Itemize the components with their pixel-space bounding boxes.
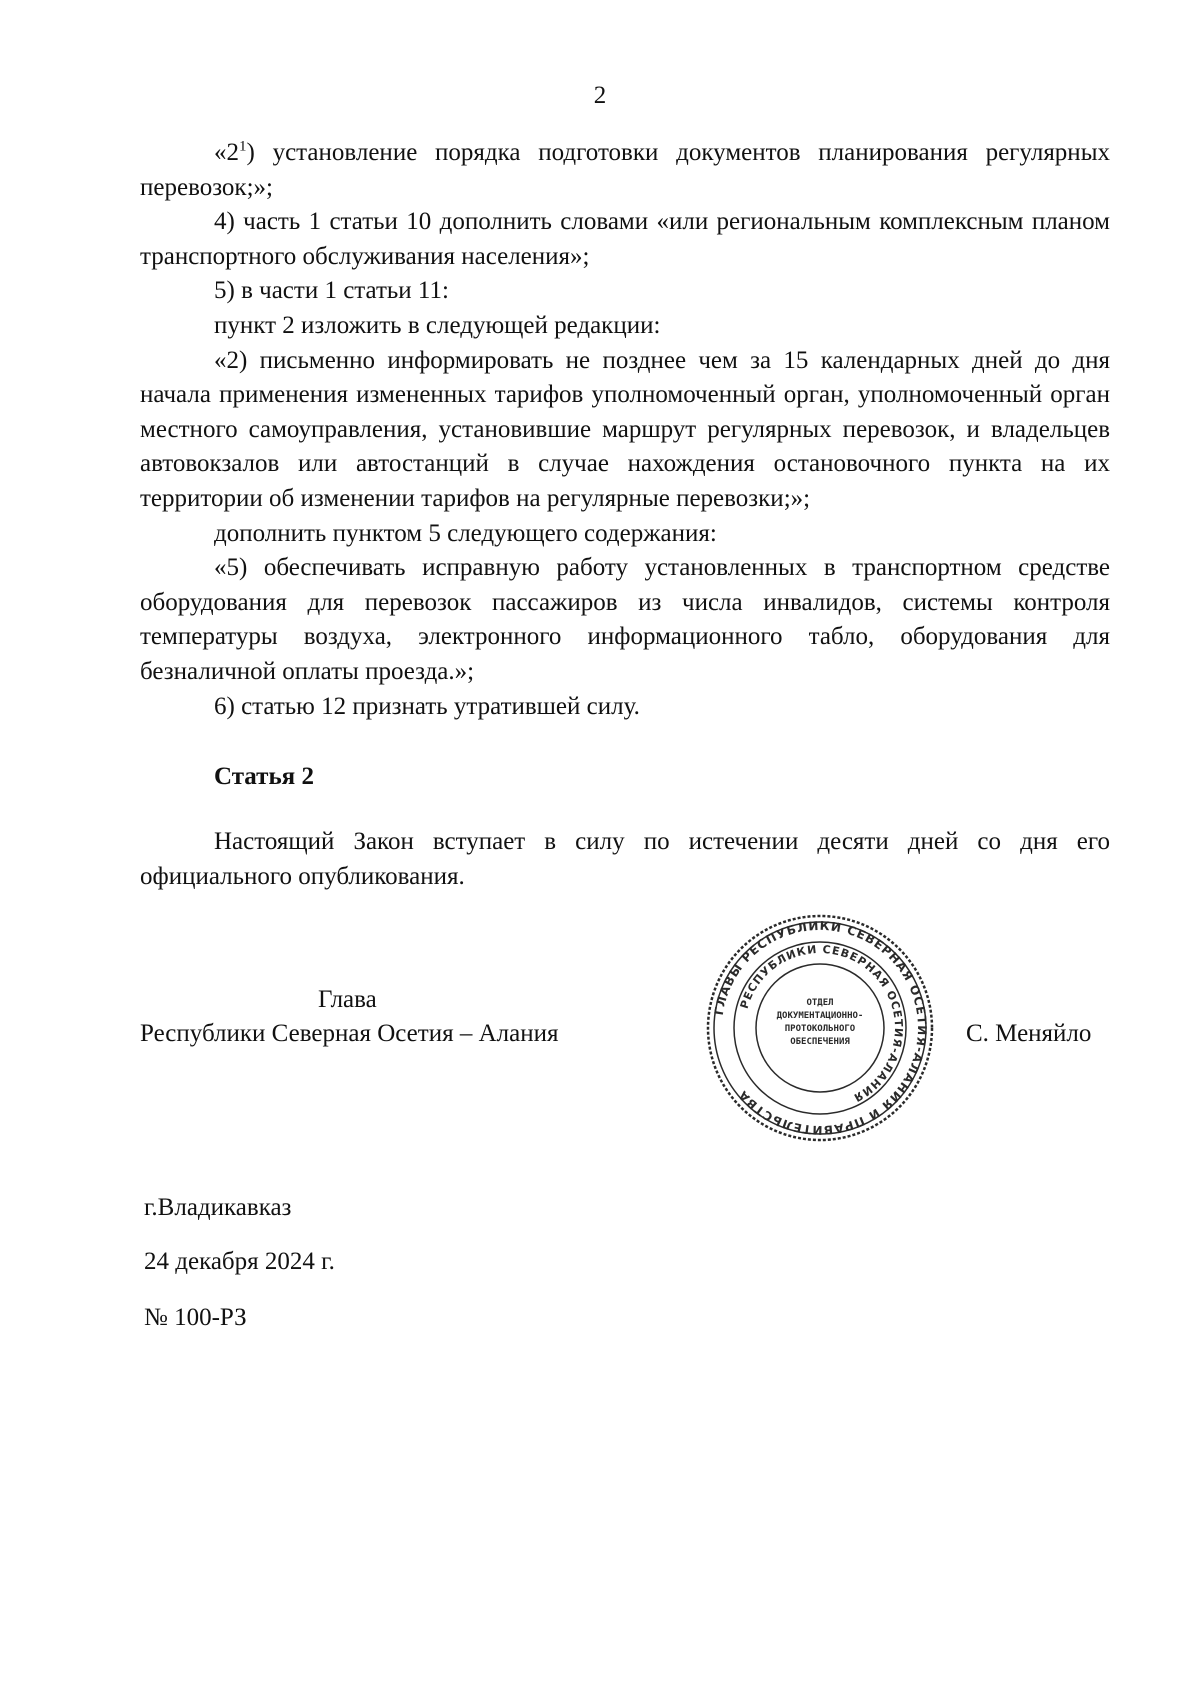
- amendments-text: [140, 136, 1110, 724]
- amendment-item-5-intro: пункт 2 изложить в следующей редакции:: [214, 311, 661, 339]
- signatory-title-line-2: Республики Северная Осетия – Алания: [140, 1020, 559, 1047]
- seal-inner-text: РЕСПУБЛИКИ СЕВЕРНАЯ ОСЕТИЯ-АЛАНИЯ: [737, 942, 906, 1105]
- signatory-name: С. Меняйло: [966, 1020, 1092, 1047]
- amendment-item-5-point-5: «5) обеспечивать исправную работу установленных в транспортном средстве оборудования для перевозок пассажиров из числа инвалидов, системы контроля температуры воздуха, электронного информационного табло, оборудования для безналичной оплаты проезда.»;: [140, 554, 1110, 685]
- signatory-title-line-1: Глава: [318, 986, 377, 1013]
- article-2-text: Настоящий Закон вступает в силу по истечении десяти дней со дня его официального опубликования.: [140, 828, 1110, 890]
- page-number: 2: [593, 82, 607, 109]
- seal-center-text: ОТДЕЛ ДОКУМЕНТАЦИОННО-ПРОТОКОЛЬНОГО ОБЕСПЕЧЕНИЯ: [776, 998, 864, 1047]
- article-2-heading: Статья 2: [214, 763, 314, 790]
- amendment-item-4: 4) часть 1 статьи 10 дополнить словами «или региональным комплексным планом транспортного обслуживания населения»;: [140, 208, 1110, 270]
- superscript: 1: [239, 138, 247, 155]
- amendment-item-6: 6) статью 12 признать утратившей силу.: [214, 692, 640, 720]
- amendment-item-5: 5) в части 1 статьи 11:: [214, 277, 449, 305]
- amendment-item-5-point-2: «2) письменно информировать не позднее чем за 15 календарных дней до дня начала применения измененных тарифов уполномоченный орган, уполномоченный орган местного самоуправления, установившие маршрут регулярных перевозок, и владельцев автовокзалов или автостанций в случае нахождения остановочного пункта на их территории об изменении тарифов на регулярные перевозки;»;: [140, 346, 1110, 512]
- amendment-item-5-add: дополнить пунктом 5 следующего содержания:: [214, 519, 717, 547]
- amendment-item-2-1: «$2^1$) установление порядка подготовки документов планирования регулярных перевозок;»;: [140, 138, 1110, 201]
- official-seal-stamp: [705, 913, 935, 1143]
- article-2-body: [140, 825, 1110, 894]
- document-city: г.Владикавказ: [144, 1194, 292, 1221]
- seal-outer-text: ГЛАВЫ РЕСПУБЛИКИ СЕВЕРНАЯ ОСЕТИЯ-АЛАНИЯ И ПРАВИТЕЛЬСТВА: [711, 918, 930, 1138]
- document-date: 24 декабря 2024 г.: [144, 1248, 335, 1275]
- document-number: № 100-РЗ: [144, 1304, 247, 1331]
